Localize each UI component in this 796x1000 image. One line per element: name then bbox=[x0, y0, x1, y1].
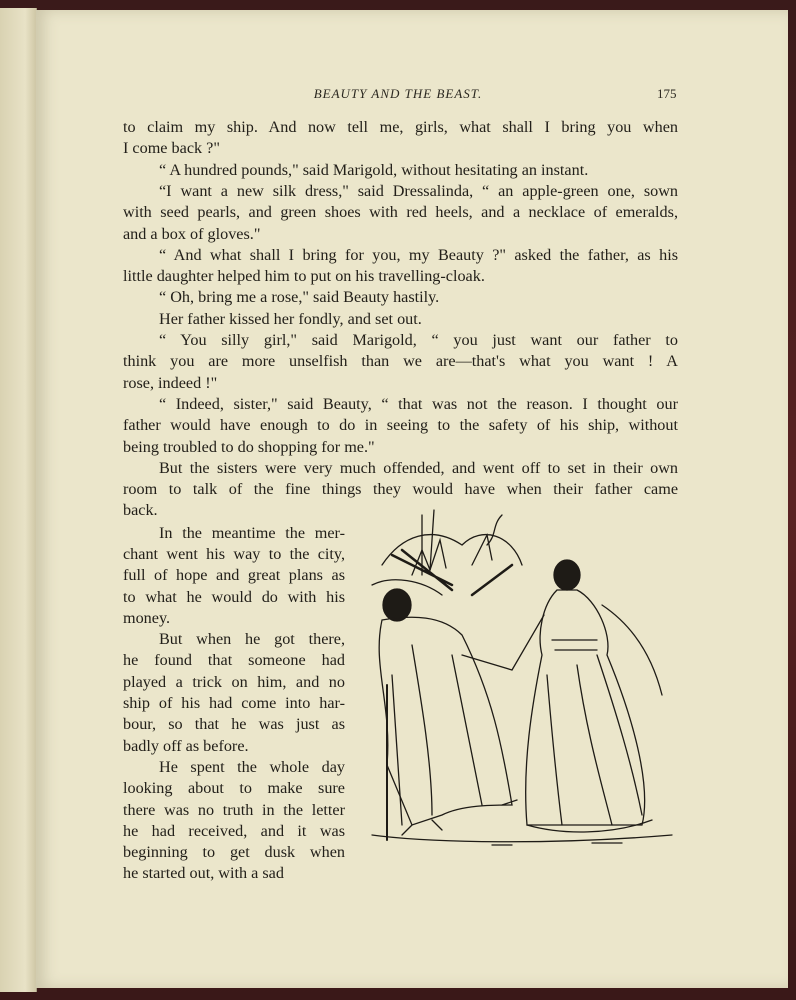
page-number: 175 bbox=[657, 86, 677, 101]
text-line: But when he got there, bbox=[159, 630, 345, 648]
text-line: “ A hundred pounds," said Marigold, without hesitating an instant. bbox=[159, 161, 589, 179]
text-line: he had received, and it was bbox=[123, 822, 345, 840]
text-line: played a trick on him, and no bbox=[123, 673, 345, 691]
text-line: he started out, with a sad bbox=[123, 864, 284, 882]
text-line: back. bbox=[123, 501, 158, 519]
text-line: I come back ?" bbox=[123, 139, 220, 157]
text-line: He spent the whole day bbox=[159, 758, 345, 776]
text-line: to claim my ship. And now tell me, girls, what shall I bring you when bbox=[123, 118, 678, 136]
text-line: being troubled to do shopping for me." bbox=[123, 438, 375, 456]
foliage-sketch bbox=[372, 510, 522, 595]
text-line: little daughter helped him to put on his travelling-cloak. bbox=[123, 267, 485, 285]
text-line: room to talk of the fine things they would have when their father came bbox=[123, 480, 678, 498]
text-line: “ You silly girl," said Marigold, “ you just want our father to bbox=[159, 331, 678, 349]
text-line: “ And what shall I bring for you, my Beauty ?" asked the father, as his bbox=[159, 246, 678, 264]
text-line: and a box of gloves." bbox=[123, 225, 261, 243]
text-line: father would have enough to do in seeing to the safety of his ship, without bbox=[123, 416, 678, 434]
beauty-figure bbox=[512, 560, 662, 832]
text-line: beginning to get dusk when bbox=[123, 843, 345, 861]
text-line: full of hope and great plans as bbox=[123, 566, 345, 584]
text-line: chant went his way to the city, bbox=[123, 545, 345, 563]
text-line: think you are more unselfish than we are—that's what you want ! A bbox=[123, 352, 678, 370]
merchant-figure bbox=[379, 589, 517, 840]
text-line: looking about to make sure bbox=[123, 779, 345, 797]
text-line: badly off as before. bbox=[123, 737, 249, 755]
text-line: “ Indeed, sister," said Beauty, “ that was not the reason. I thought our bbox=[159, 395, 678, 413]
text-line: there was no truth in the letter bbox=[123, 801, 345, 819]
text-line: ship of his had come into har- bbox=[123, 694, 345, 712]
text-line: he found that someone had bbox=[123, 651, 345, 669]
illustration-merchant-and-beauty bbox=[352, 505, 682, 850]
text-line: But the sisters were very much offended, and went off to set in their own bbox=[159, 459, 678, 477]
text-line: to what he would do with his bbox=[123, 588, 345, 606]
text-line: In the meantime the mer- bbox=[159, 524, 345, 542]
text-line: “ Oh, bring me a rose," said Beauty hastily. bbox=[159, 288, 440, 306]
text-line: Her father kissed her fondly, and set out. bbox=[159, 310, 422, 328]
text-line: rose, indeed !" bbox=[123, 374, 218, 392]
text-line: bour, so that he was just as bbox=[123, 715, 345, 733]
text-line: with seed pearls, and green shoes with red heels, and a necklace of emeralds, bbox=[123, 203, 678, 221]
text-line: money. bbox=[123, 609, 171, 627]
text-line: “I want a new silk dress," said Dressalinda, “ an apple-green one, sown bbox=[159, 182, 678, 200]
ground-sketch bbox=[372, 835, 672, 845]
previous-page-edge bbox=[0, 8, 37, 992]
running-head: BEAUTY AND THE BEAST. bbox=[313, 86, 483, 101]
